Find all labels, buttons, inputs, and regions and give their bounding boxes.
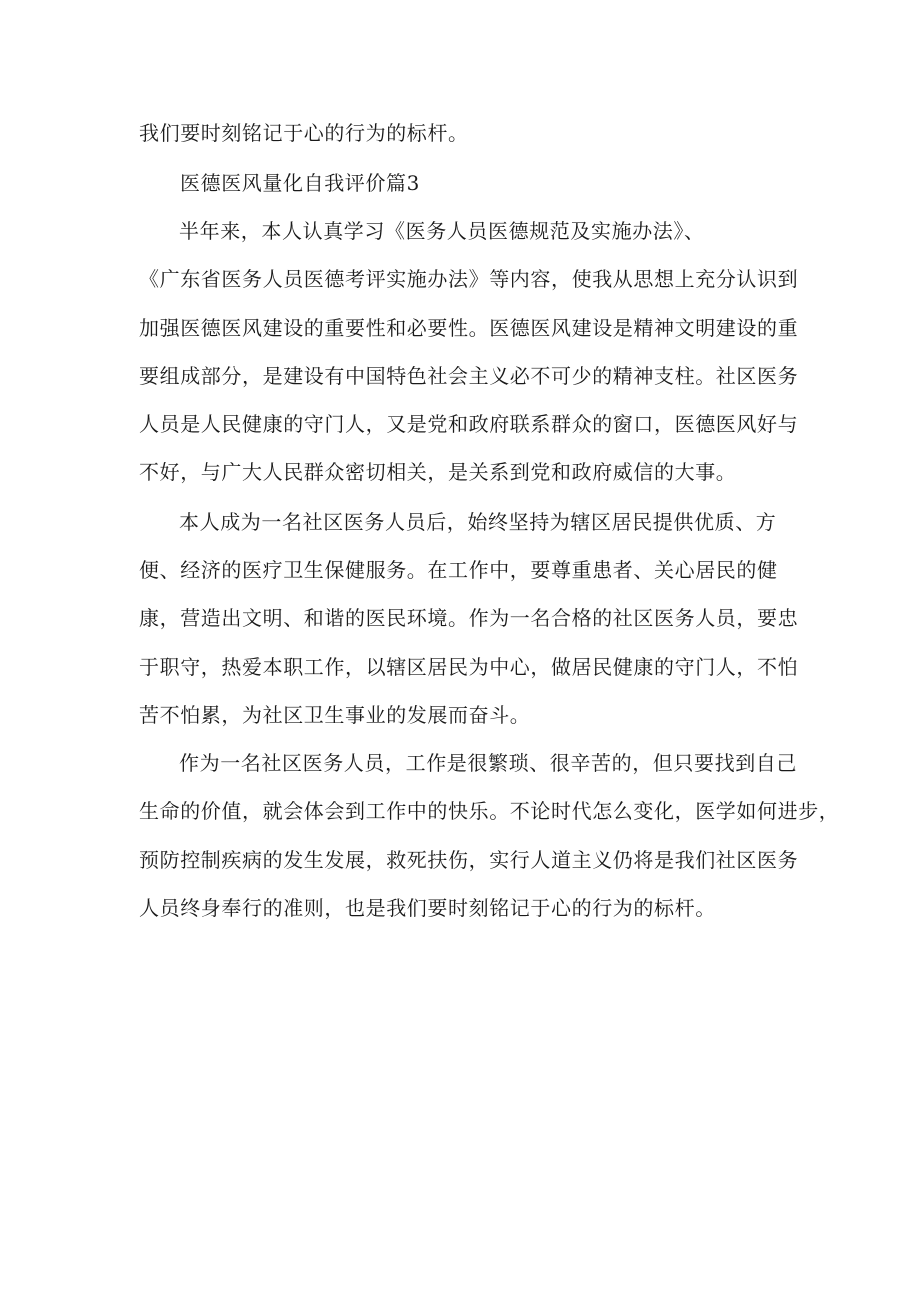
paragraph-line: 生命的价值，就会体会到工作中的快乐。不论时代怎么变化，医学如何进步， bbox=[139, 799, 840, 823]
paragraph-line: 作为一名社区医务人员，工作是很繁琐、很辛苦的，但只要找到自己 bbox=[179, 751, 797, 775]
paragraph-line: 不好，与广大人民群众密切相关，是关系到党和政府威信的大事。 bbox=[139, 460, 737, 484]
paragraph-line: 加强医德医风建设的重要性和必要性。医德医风建设是精神文明建设的重 bbox=[139, 316, 799, 340]
paragraph-line: 半年来，本人认真学习《医务人员医德规范及实施办法》、 bbox=[179, 219, 705, 243]
continuation-text: 我们要时刻铭记于心的行为的标杆。 bbox=[139, 121, 469, 145]
paragraph-line: 于职守，热爱本职工作，以辖区居民为中心，做居民健康的守门人，不怕 bbox=[139, 655, 799, 679]
paragraph-line: 便、经济的医疗卫生保健服务。在工作中，要尊重患者、关心居民的健 bbox=[139, 558, 778, 582]
section-title: 医德医风量化自我评价篇3 bbox=[180, 171, 420, 195]
paragraph-line: 康，营造出文明、和谐的医民环境。作为一名合格的社区医务人员，要忠 bbox=[139, 606, 799, 630]
paragraph-line: 人员终身奉行的准则，也是我们要时刻铭记于心的行为的标杆。 bbox=[139, 896, 716, 920]
paragraph-line: 《广东省医务人员医德考评实施办法》等内容，使我从思想上充分认识到 bbox=[139, 267, 799, 291]
paragraph-line: 预防控制疾病的发生发展，救死扶伤，实行人道主义仍将是我们社区医务 bbox=[139, 848, 799, 872]
paragraph-line: 本人成为一名社区医务人员后，始终坚持为辖区居民提供优质、方 bbox=[179, 510, 777, 534]
paragraph-line: 苦不怕累，为社区卫生事业的发展而奋斗。 bbox=[139, 703, 531, 727]
paragraph-line: 要组成部分，是建设有中国特色社会主义必不可少的精神支柱。社区医务 bbox=[139, 364, 799, 388]
paragraph-line: 人员是人民健康的守门人，又是党和政府联系群众的窗口，医德医风好与 bbox=[139, 412, 799, 436]
